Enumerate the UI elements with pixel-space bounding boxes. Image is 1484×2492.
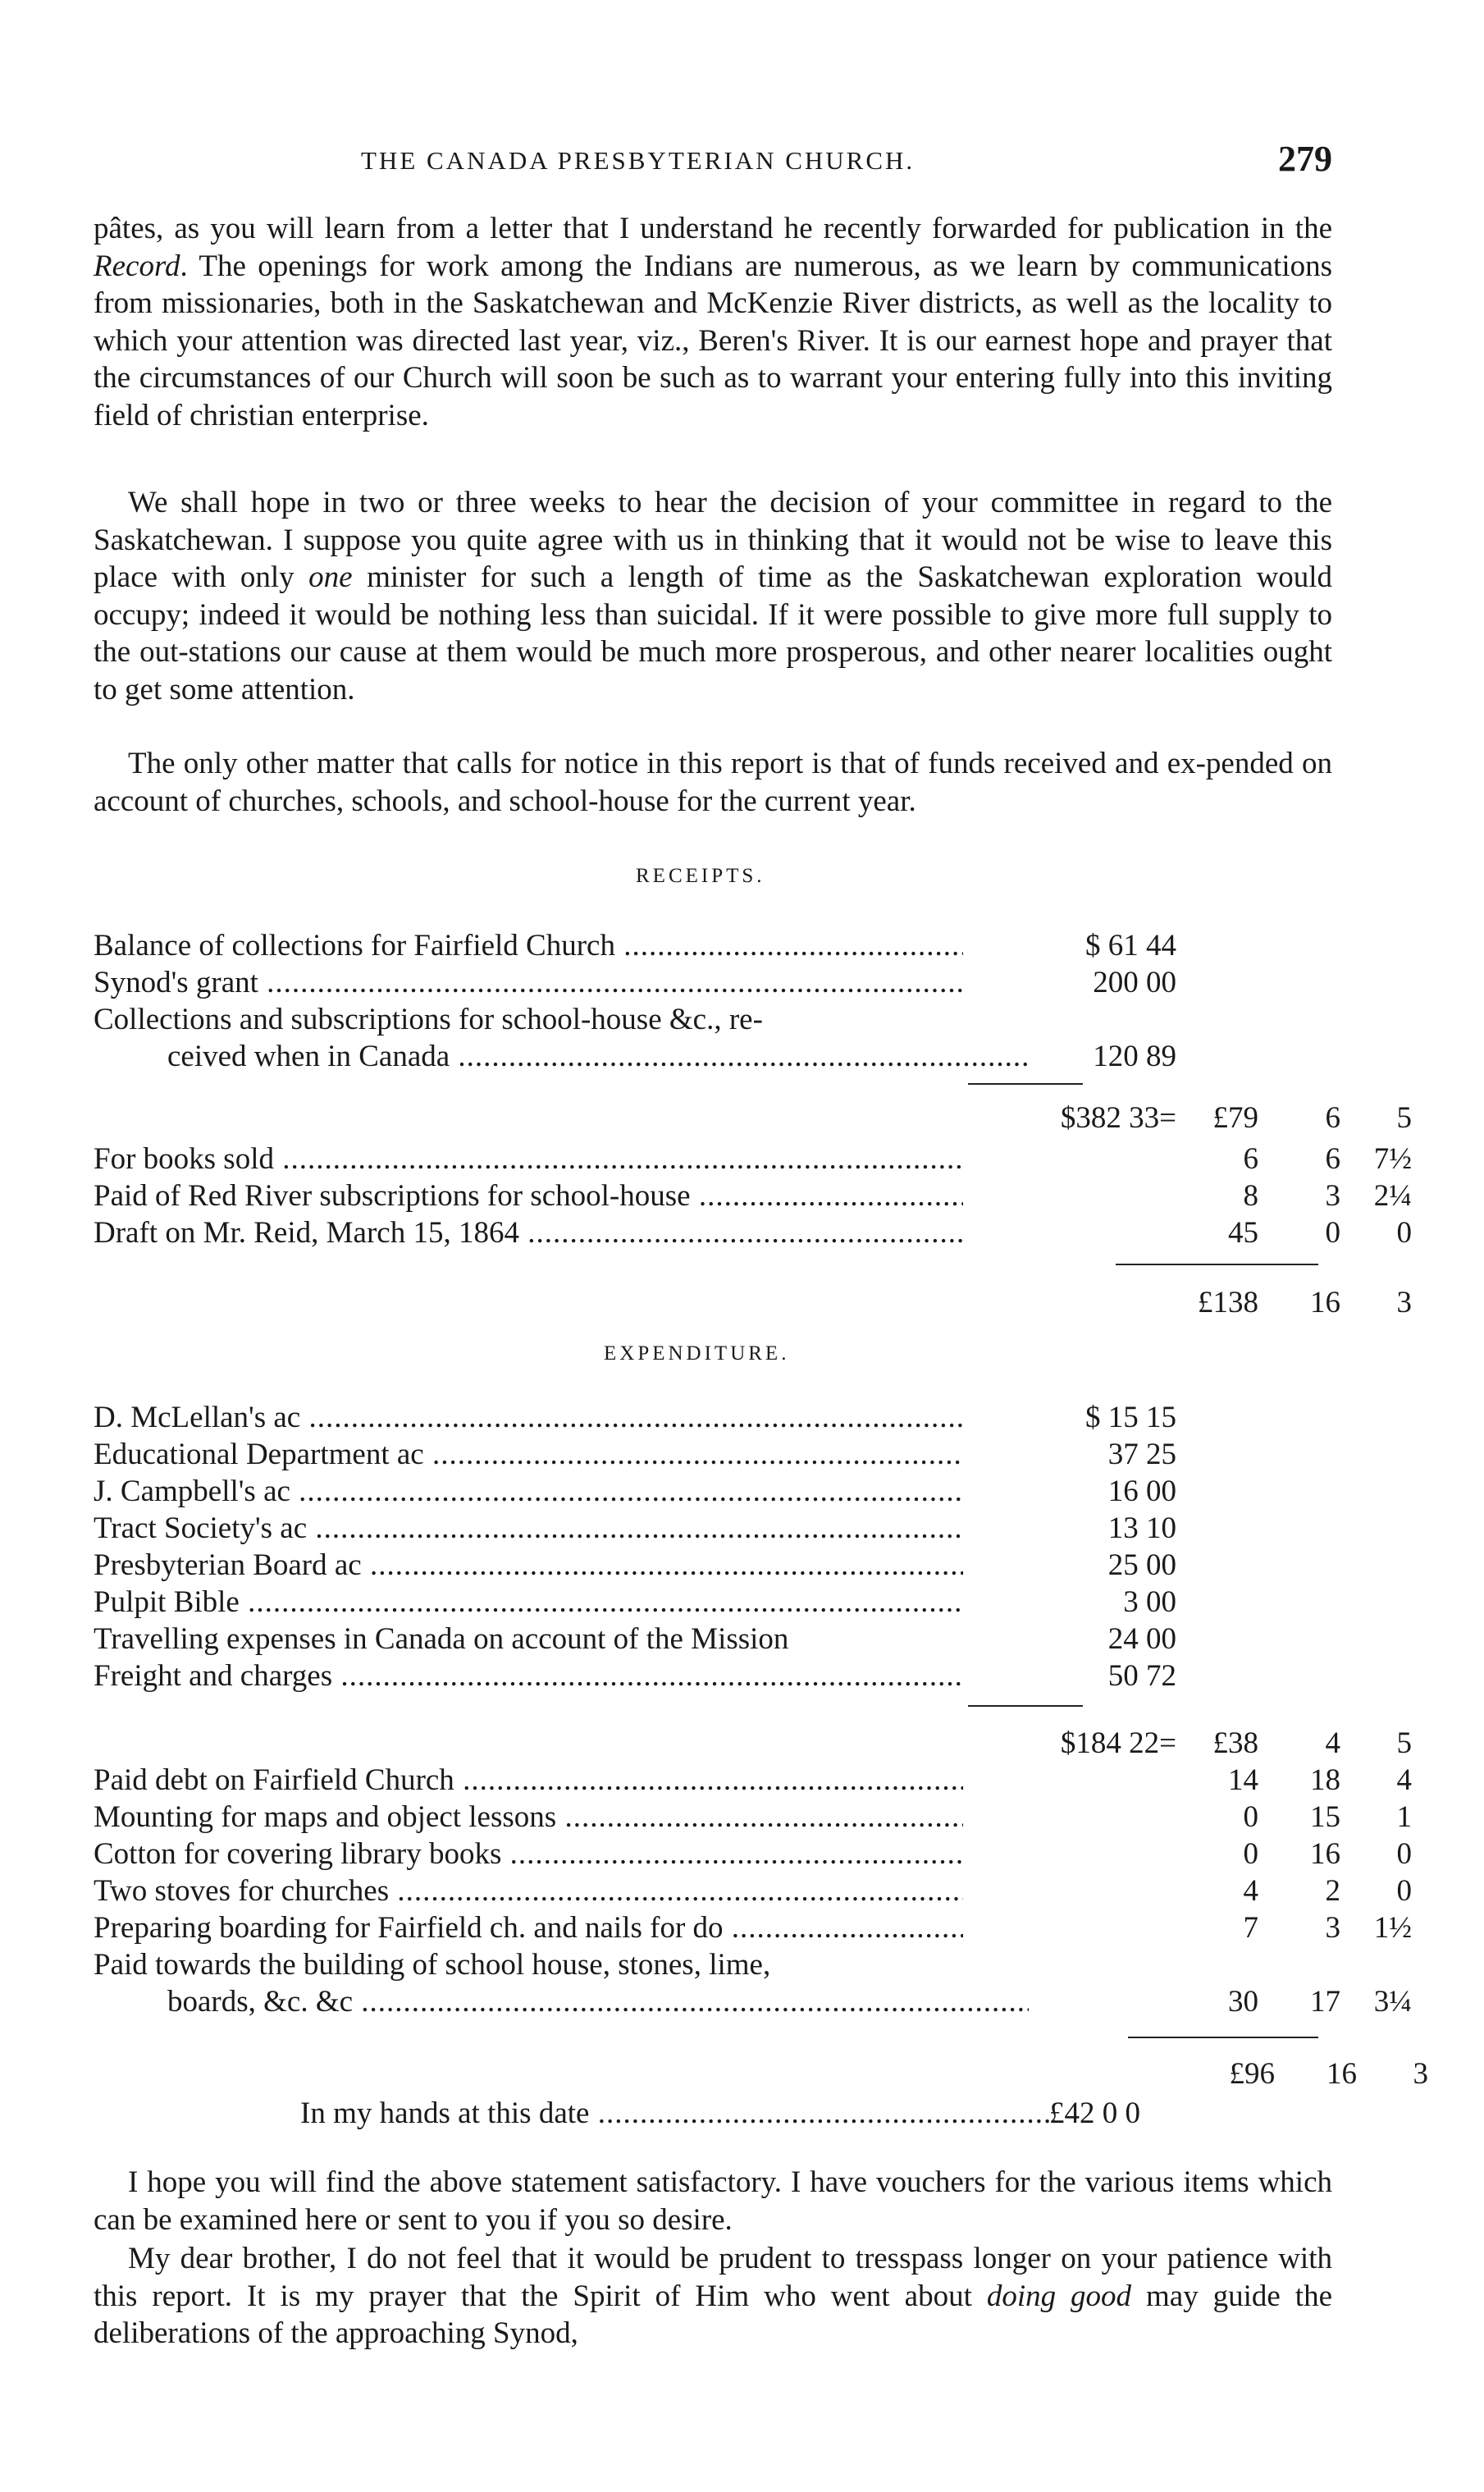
expense-row <box>94 1872 1412 1909</box>
expenditure-dollar-rule <box>968 1705 1083 1707</box>
closing-paragraph-vouchers: I hope you will find the above statement satisfactory. I have vouchers for the various items which can be examined here or sent to you if you so desire. <box>94 2165 1332 2237</box>
expense-pounds: 14 <box>1228 1763 1258 1797</box>
expense-label: Freight and charges ..... <box>94 1658 963 1694</box>
expense-shillings: 2 <box>1325 1874 1340 1908</box>
expense-row <box>94 1983 1412 2020</box>
receipts-subtotal-dollars: $382 33= <box>1060 1101 1176 1135</box>
receipts-total-row <box>94 1284 1412 1321</box>
expense-label: Presbyterian Board ac ..... <box>94 1547 963 1584</box>
expense-row <box>94 1658 1332 1694</box>
expense-pounds: 4 <box>1243 1874 1258 1908</box>
receipt-label: Balance of collections for Fairfield Church ..... <box>94 927 963 964</box>
running-title: THE CANADA PRESBYTERIAN CHURCH. <box>361 146 916 175</box>
receipts-subtotal-row <box>94 1100 1412 1136</box>
expense-label: Two stoves for churches ..... <box>94 1872 963 1909</box>
receipt-row <box>94 1214 1412 1251</box>
receipt-pounds: 8 <box>1243 1179 1258 1213</box>
expense-row <box>94 1473 1332 1510</box>
expense-row <box>94 1946 1332 1983</box>
receipt-pounds: 6 <box>1243 1142 1258 1176</box>
expense-dollars: 24 00 <box>1107 1622 1176 1656</box>
expense-pence: 0 <box>1396 1874 1412 1908</box>
expense-label: D. McLellan's ac ..... <box>94 1399 963 1436</box>
receipts-subtotal-pounds: £79 <box>1212 1101 1258 1135</box>
expense-dollars: $ 15 15 <box>1085 1401 1176 1434</box>
expenditure-total-row <box>94 2055 1428 2092</box>
receipt-label: Collections and subscriptions for school-house &c., re- <box>94 1003 763 1036</box>
expense-row <box>94 1836 1412 1872</box>
expense-shillings: 16 <box>1310 1837 1340 1871</box>
receipt-row <box>94 927 1332 964</box>
expenditure-total-pence: 3 <box>1413 2057 1428 2091</box>
expense-label: Educational Department ac ..... <box>94 1436 963 1473</box>
receipt-row <box>94 1038 1332 1075</box>
receipts-total-pounds: £138 <box>1198 1286 1258 1319</box>
receipts-dollar-rule <box>968 1083 1083 1085</box>
receipt-pounds: 45 <box>1228 1216 1258 1250</box>
receipt-label: Synod's grant ..... <box>94 964 963 1001</box>
expense-pence: 0 <box>1396 1837 1412 1871</box>
expenditure-total-shillings: 16 <box>1326 2057 1357 2091</box>
expense-row <box>94 1399 1332 1436</box>
expense-pence: 4 <box>1396 1763 1412 1797</box>
closing-paragraph-prayer: My dear brother, I do not feel that it would be prudent to tresspass longer on your patience with this report. It is my prayer that the Spirit of Him who went about doing good may guide the deliberations of the approaching Synod, <box>94 2242 1333 2350</box>
expenditure-heading: EXPENDITURE. <box>604 1342 790 1365</box>
expense-label: Cotton for covering library books ..... <box>94 1836 963 1872</box>
expense-dollars: 37 25 <box>1107 1438 1176 1471</box>
expense-row <box>94 1762 1412 1799</box>
expense-row <box>94 1799 1412 1836</box>
expense-pounds: 7 <box>1243 1911 1258 1945</box>
paragraph-saskatchewan: We shall hope in two or three weeks to hear the decision of your committee in regard to the Saskatchewan. I suppose you quite agree with us in thinking that it would not be wise to leave this place with only one minister for such a length of time as the Saskatchewan exploration would occupy; indeed it would be nothing less than suicidal. If it were possible to give more full supply to the out-stations our cause at them would be much more prosperous, and other nearer localities ought to get some attention. <box>94 486 1332 706</box>
paragraph-missions: pâtes, as you will learn from a letter that I understand he recently forwarded for publication in the Record. The openings for work among the Indians are numerous, as we learn by communications from missionaries, both in the Saskatchewan and McKenzie River districts, as well as the locality to which your attention was directed last year, viz., Beren's River. It is our earnest hope and prayer that the circumstances of our Church will soon be such as to warrant your entering fully into this inviting field of christian enterprise. <box>94 212 1332 432</box>
expense-dollars: 25 00 <box>1107 1548 1176 1582</box>
expense-shillings: 3 <box>1325 1911 1340 1945</box>
expense-label: Tract Society's ac ..... <box>94 1510 963 1547</box>
balance-row <box>94 2095 1332 2132</box>
balance-amount: £42 0 0 <box>1049 2096 1140 2130</box>
expense-row <box>94 1510 1332 1547</box>
expense-shillings: 18 <box>1310 1763 1340 1797</box>
receipt-row <box>94 1001 1332 1038</box>
paragraph-funds: The only other matter that calls for notice in this report is that of funds received and ex-pended on account of churches, schools, and school-house for the current year. <box>94 747 1332 818</box>
running-head <box>94 138 1332 184</box>
expense-shillings: 17 <box>1310 1985 1340 2019</box>
expense-pounds: 0 <box>1243 1800 1258 1834</box>
expense-dollars: 13 10 <box>1107 1511 1176 1545</box>
expense-row <box>94 1584 1332 1621</box>
receipt-dollars: 120 89 <box>1093 1040 1176 1073</box>
expense-pounds: 0 <box>1243 1837 1258 1871</box>
page-number: 279 <box>1278 139 1332 179</box>
expenditure-subtotal-pence: 5 <box>1396 1726 1412 1760</box>
expense-label: Mounting for maps and object lessons ..... <box>94 1799 963 1836</box>
receipt-shillings: 3 <box>1325 1179 1340 1213</box>
expense-label: Travelling expenses in Canada on account of the Mission <box>94 1622 789 1656</box>
receipts-total-rule <box>1116 1264 1318 1265</box>
receipt-row <box>94 1141 1412 1177</box>
expense-row <box>94 1436 1332 1473</box>
expense-dollars: 50 72 <box>1107 1659 1176 1693</box>
expenditure-subtotal-pounds: £38 <box>1212 1726 1258 1760</box>
receipt-shillings: 6 <box>1325 1142 1340 1176</box>
receipts-total-shillings: 16 <box>1310 1286 1340 1319</box>
expenditure-subtotal-shillings: 4 <box>1325 1726 1340 1760</box>
expense-dollars: 16 00 <box>1107 1475 1176 1508</box>
balance-label: In my hands at this date ..... <box>300 2095 1055 2132</box>
expense-label: Pulpit Bible ..... <box>94 1584 963 1621</box>
expense-dollars: 3 00 <box>1123 1585 1176 1619</box>
expenditure-subtotal-row <box>94 1725 1412 1762</box>
expense-pounds: 30 <box>1228 1985 1258 2019</box>
receipts-subtotal-pence: 5 <box>1396 1101 1412 1135</box>
receipts-heading: RECEIPTS. <box>636 865 765 887</box>
receipt-shillings: 0 <box>1325 1216 1340 1250</box>
receipt-pence: 2¼ <box>1373 1179 1412 1213</box>
expense-row <box>94 1909 1412 1946</box>
receipt-label: Draft on Mr. Reid, March 15, 1864 ..... <box>94 1214 963 1251</box>
expense-label: Paid debt on Fairfield Church ..... <box>94 1762 963 1799</box>
receipts-total-pence: 3 <box>1396 1286 1412 1319</box>
expense-label: Paid towards the building of school house, stones, lime, <box>94 1948 771 1982</box>
receipt-row <box>94 1177 1412 1214</box>
expense-row <box>94 1547 1332 1584</box>
expense-pence: 1 <box>1396 1800 1412 1834</box>
expense-label: boards, &c. &c ..... <box>167 1983 1029 2020</box>
expense-label: Preparing boarding for Fairfield ch. and nails for do ..... <box>94 1909 963 1946</box>
receipt-dollars: $ 61 44 <box>1085 929 1176 963</box>
expense-pence: 1½ <box>1373 1911 1412 1945</box>
receipt-row <box>94 964 1332 1001</box>
receipt-pence: 7½ <box>1373 1142 1412 1176</box>
receipt-pence: 0 <box>1396 1216 1412 1250</box>
receipts-subtotal-shillings: 6 <box>1325 1101 1340 1135</box>
receipt-label: For books sold ..... <box>94 1141 963 1177</box>
expenditure-total-rule <box>1128 2037 1318 2038</box>
expense-pence: 3¼ <box>1373 1985 1412 2019</box>
expenditure-total-pounds: £96 <box>1229 2057 1275 2091</box>
receipt-label: Paid of Red River subscriptions for school-house ..... <box>94 1177 963 1214</box>
expense-label: J. Campbell's ac ..... <box>94 1473 963 1510</box>
expense-row <box>94 1621 1332 1658</box>
receipt-label: ceived when in Canada ..... <box>167 1038 1029 1075</box>
expenditure-subtotal-dollars: $184 22= <box>1060 1726 1176 1760</box>
receipt-dollars: 200 00 <box>1093 966 1176 999</box>
expense-shillings: 15 <box>1310 1800 1340 1834</box>
